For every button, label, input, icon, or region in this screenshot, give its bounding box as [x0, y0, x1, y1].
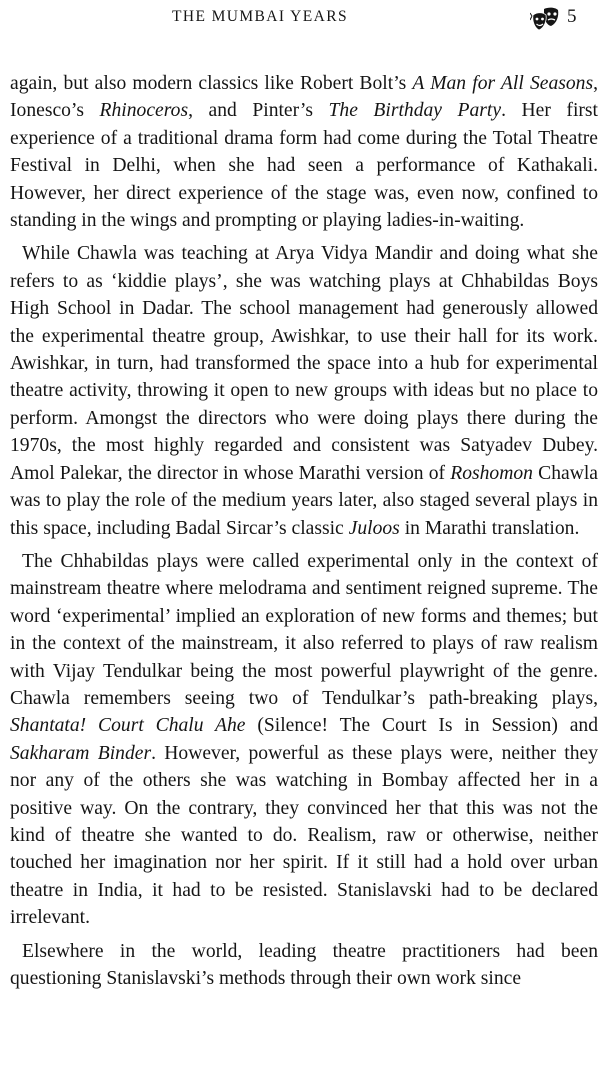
- paragraph-text: in Marathi translation.: [399, 517, 580, 539]
- italic-title-text: The Birthday Party: [328, 100, 502, 122]
- paragraph-text: . Her first experience of a traditional drama form had come during the Total Theatre Festival in Delhi, when she had seen a performance of Kathakali. However, her direct experience of the stage was, even now, confined to standing in the wings and prompting or playing ladies-in-waiting.: [10, 100, 598, 232]
- page-number: 5: [567, 6, 577, 27]
- italic-title-text: Shantata! Court Chalu Ahe: [10, 715, 246, 737]
- paragraph-text: (Silence! The Court Is in Session) and: [245, 715, 598, 737]
- paragraph-text: , and Pinter’s: [188, 100, 329, 122]
- italic-title-text: Sakharam Binder: [10, 742, 152, 764]
- paragraph-text: , Ionesco’s: [10, 73, 598, 122]
- paragraph-text: Chawla was to play the role of the medium years later, also staged several plays in this space, including Badal Sircar’s classic: [10, 462, 598, 539]
- paragraph: [10, 548, 598, 932]
- paragraph-text: While Chawla was teaching at Arya Vidya Mandir and doing what she refers to as ‘kiddie plays’, she was watching plays at Chhabildas Boys High School in Dadar. The school management had generously allowed the experimental theatre group, Awishkar, to use their hall for its work. Awishkar, in turn, had transformed the space into a hub for experimental theatre activity, throwing it open to new groups with ideas but no place to perform. Amongst the directors who were doing plays there during the 1970s, the most highly regarded and consistent was Satyadev Dubey. Amol Palekar, the director in whose Marathi version of: [10, 243, 598, 484]
- theatre-masks-icon: [530, 6, 560, 32]
- italic-title-text: Juloos: [348, 517, 400, 539]
- italic-title-text: Roshomon: [450, 462, 533, 484]
- paragraph: [10, 70, 598, 234]
- paragraph-text: The Chhabildas plays were called experimental only in the context of mainstream theatre where melodrama and sentiment reigned supreme. The word ‘experimental’ implied an exploration of new forms and themes; but in the context of the mainstream, it also referred to plays of raw realism with Vijay Tendulkar being the most powerful playwright of the genre. Chawla remembers seeing two of Tendulkar’s path-breaking plays,: [10, 550, 598, 709]
- paragraph-text: Elsewhere in the world, leading theatre practitioners had been questioning Stanislavski’s methods through their own work since: [10, 940, 598, 989]
- italic-title-text: A Man for All Seasons: [412, 73, 594, 94]
- body-text: [10, 70, 598, 998]
- paragraph: [10, 938, 598, 993]
- paragraph-text: again, but also modern classics like Robert Bolt’s: [10, 73, 413, 94]
- running-header: [0, 6, 600, 34]
- paragraph: [10, 240, 598, 541]
- paragraph-text: . However, powerful as these plays were, neither they nor any of the others she was watching in Bombay affected her in a positive way. On the contrary, they convinced her that this was not the kind of theatre she wanted to do. Realism, raw or otherwise, neither touched her imagination nor her spirit. If it still had a hold over urban theatre in India, it had to be resisted. Stanislavski had to be declared irrelevant.: [10, 742, 598, 929]
- running-title: THE MUMBAI YEARS: [172, 8, 348, 25]
- italic-title-text: Rhinoceros: [99, 100, 189, 122]
